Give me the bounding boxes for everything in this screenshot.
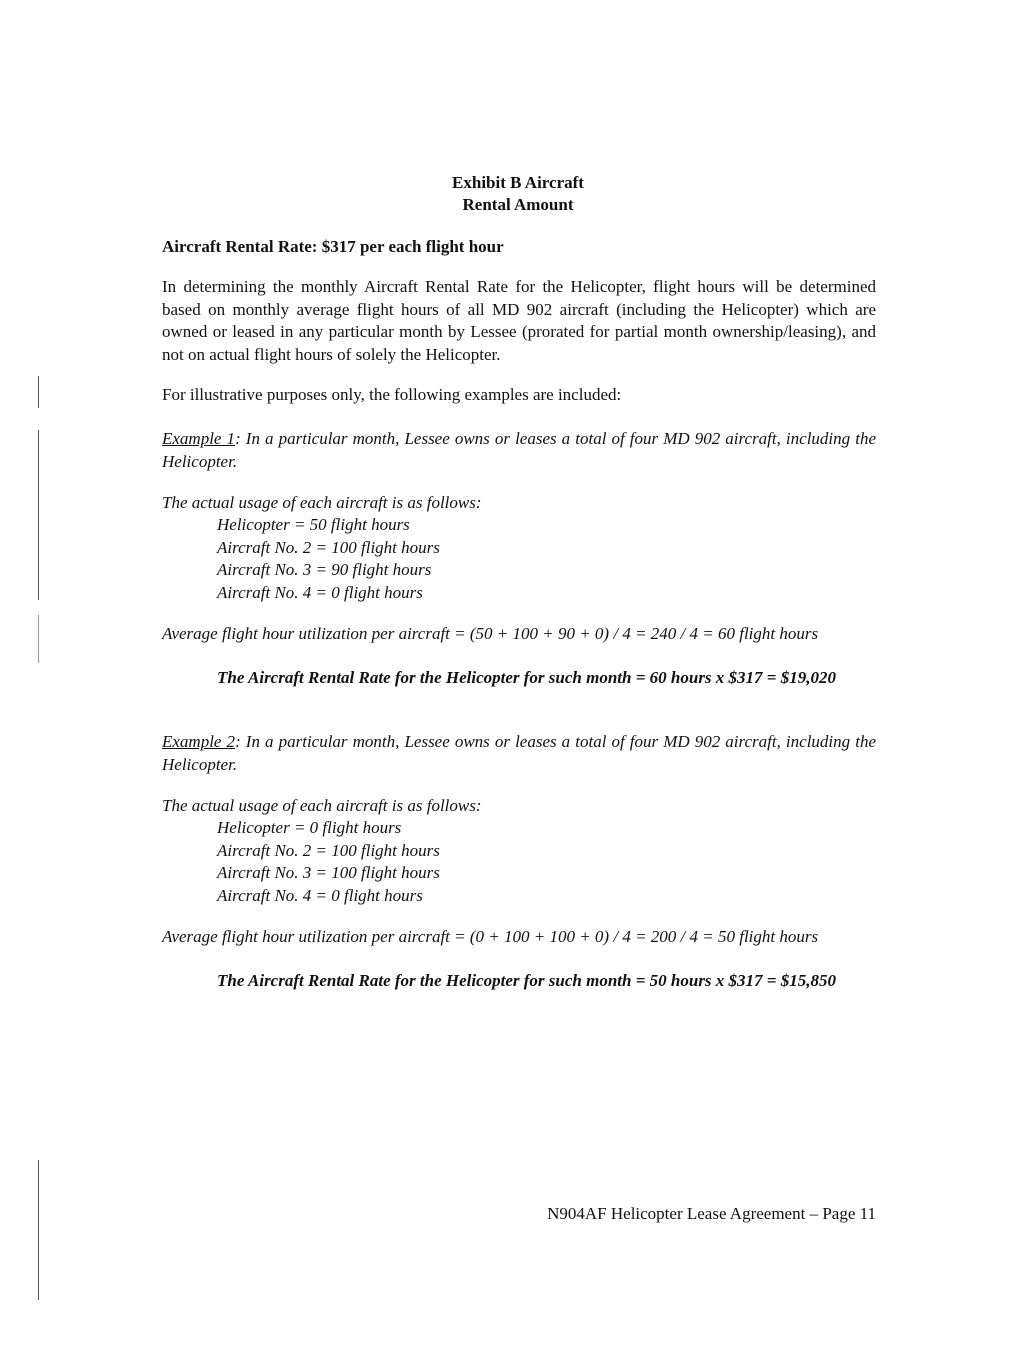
exhibit-title: Exhibit B Aircraft [452,173,584,192]
example-2-text: : In a particular month, Lessee owns or leases a total of four MD 902 aircraft, including the Helicopter. [162,732,876,774]
intro-paragraph: In determining the monthly Aircraft Rental Rate for the Helicopter, flight hours will be determined based on monthly average flight hours of all MD 902 aircraft (including the Helicopter) which are owned or leased in any particular month by Lessee (prorated for partial month ownership/leasing), and not on actual flight hours of solely the Helicopter. [162,277,876,364]
page-footer: N904AF Helicopter Lease Agreement – Page 11 [547,1204,876,1223]
example-2-average: Average flight hour utilization per aircraft = (0 + 100 + 100 + 0) / 4 = 200 / 4 = 50 flight hours [162,927,819,946]
example-1-usage-intro: The actual usage of each aircraft is as follows: [162,493,482,512]
example-1-paragraph [162,428,876,473]
example-2-label: Example 2 [162,732,236,751]
example-1-usage-item: Helicopter = 50 flight hours [217,515,410,534]
example-1-text: : In a particular month, Lessee owns or leases a total of four MD 902 aircraft, including the Helicopter. [162,429,876,471]
example-1-average: Average flight hour utilization per aircraft = (50 + 100 + 90 + 0) / 4 = 240 / 4 = 60 flight hours [162,624,819,643]
example-2-result: The Aircraft Rental Rate for the Helicopter for such month = 50 hours x $317 = $15,850 [217,971,836,990]
example-1-usage-item: Aircraft No. 4 = 0 flight hours [217,583,423,602]
example-2-usage-item: Aircraft No. 4 = 0 flight hours [217,886,423,905]
example-2-usage-item: Aircraft No. 2 = 100 flight hours [217,841,440,860]
illustrative-line: For illustrative purposes only, the following examples are included: [162,385,622,404]
example-2-paragraph [162,731,876,776]
example-2-usage-item: Helicopter = 0 flight hours [217,818,402,837]
exhibit-subtitle: Rental Amount [462,195,574,214]
scan-edge-mark [38,1160,39,1300]
scan-edge-mark [38,615,39,663]
example-2-usage-intro: The actual usage of each aircraft is as follows: [162,796,482,815]
example-1-label: Example 1 [162,429,236,448]
rental-rate-line: Aircraft Rental Rate: $317 per each flight hour [162,237,504,256]
scan-edge-mark [38,430,39,600]
example-2-usage-item: Aircraft No. 3 = 100 flight hours [217,863,440,882]
example-1-usage-item: Aircraft No. 3 = 90 flight hours [217,560,432,579]
scan-edge-mark [38,376,39,408]
example-1-result: The Aircraft Rental Rate for the Helicopter for such month = 60 hours x $317 = $19,020 [217,668,836,687]
example-1-usage-item: Aircraft No. 2 = 100 flight hours [217,538,440,557]
